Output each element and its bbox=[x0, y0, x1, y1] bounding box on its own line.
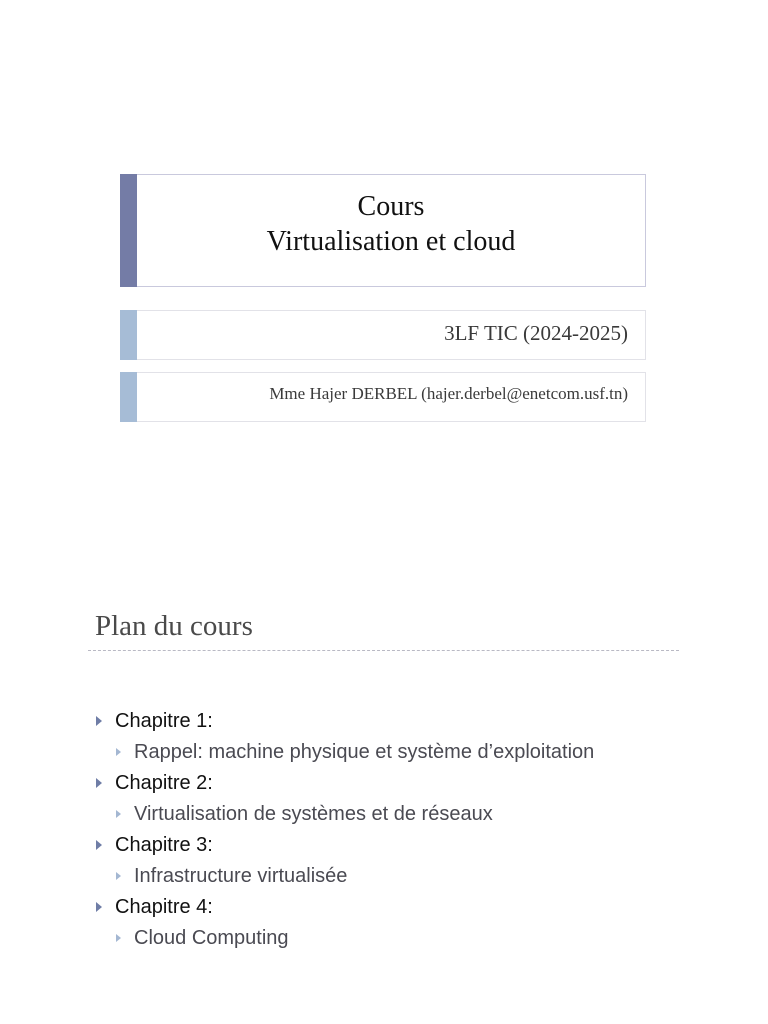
title-line-1: Cours bbox=[357, 191, 425, 222]
chapter-2-item bbox=[95, 768, 594, 799]
chapter-3-label: Chapitre 3: bbox=[115, 834, 213, 856]
author-box bbox=[120, 372, 646, 422]
triangle-right-icon bbox=[116, 748, 121, 756]
author-accent-bar bbox=[120, 372, 137, 422]
chapter-2-topic-label: Virtualisation de systèmes et de réseaux bbox=[134, 803, 493, 825]
chapter-4-label: Chapitre 4: bbox=[115, 896, 213, 918]
chapter-4-topic bbox=[95, 923, 594, 954]
year-accent-bar bbox=[120, 310, 137, 360]
title-box bbox=[120, 174, 646, 287]
title-accent-bar bbox=[120, 174, 137, 287]
chapter-1-topic-label: Rappel: machine physique et système d’exploitation bbox=[134, 741, 595, 763]
chapter-1-topic bbox=[95, 737, 594, 768]
chapter-3-item bbox=[95, 830, 594, 861]
author-line: Mme Hajer DERBEL (hajer.derbel@enetcom.usf.tn) bbox=[269, 384, 628, 403]
triangle-right-icon bbox=[96, 778, 102, 788]
chapter-4-item bbox=[95, 892, 594, 923]
chapter-4-topic-label: Cloud Computing bbox=[134, 927, 289, 949]
plan-divider bbox=[88, 650, 679, 651]
chapter-1-item bbox=[95, 706, 594, 737]
triangle-right-icon bbox=[96, 716, 102, 726]
academic-year: 3LF TIC (2024-2025) bbox=[444, 321, 628, 345]
triangle-right-icon bbox=[116, 872, 121, 880]
chapter-1-label: Chapitre 1: bbox=[115, 710, 213, 732]
slide-title bbox=[137, 189, 645, 259]
year-box bbox=[120, 310, 646, 360]
triangle-right-icon bbox=[116, 934, 121, 942]
plan-title: Plan du cours bbox=[95, 610, 253, 642]
title-line-2: Virtualisation et cloud bbox=[266, 226, 516, 257]
course-outline bbox=[95, 706, 594, 954]
triangle-right-icon bbox=[96, 840, 102, 850]
triangle-right-icon bbox=[116, 810, 121, 818]
chapter-3-topic bbox=[95, 861, 594, 892]
triangle-right-icon bbox=[96, 902, 102, 912]
chapter-3-topic-label: Infrastructure virtualisée bbox=[134, 865, 348, 887]
chapter-2-label: Chapitre 2: bbox=[115, 772, 213, 794]
chapter-2-topic bbox=[95, 799, 594, 830]
